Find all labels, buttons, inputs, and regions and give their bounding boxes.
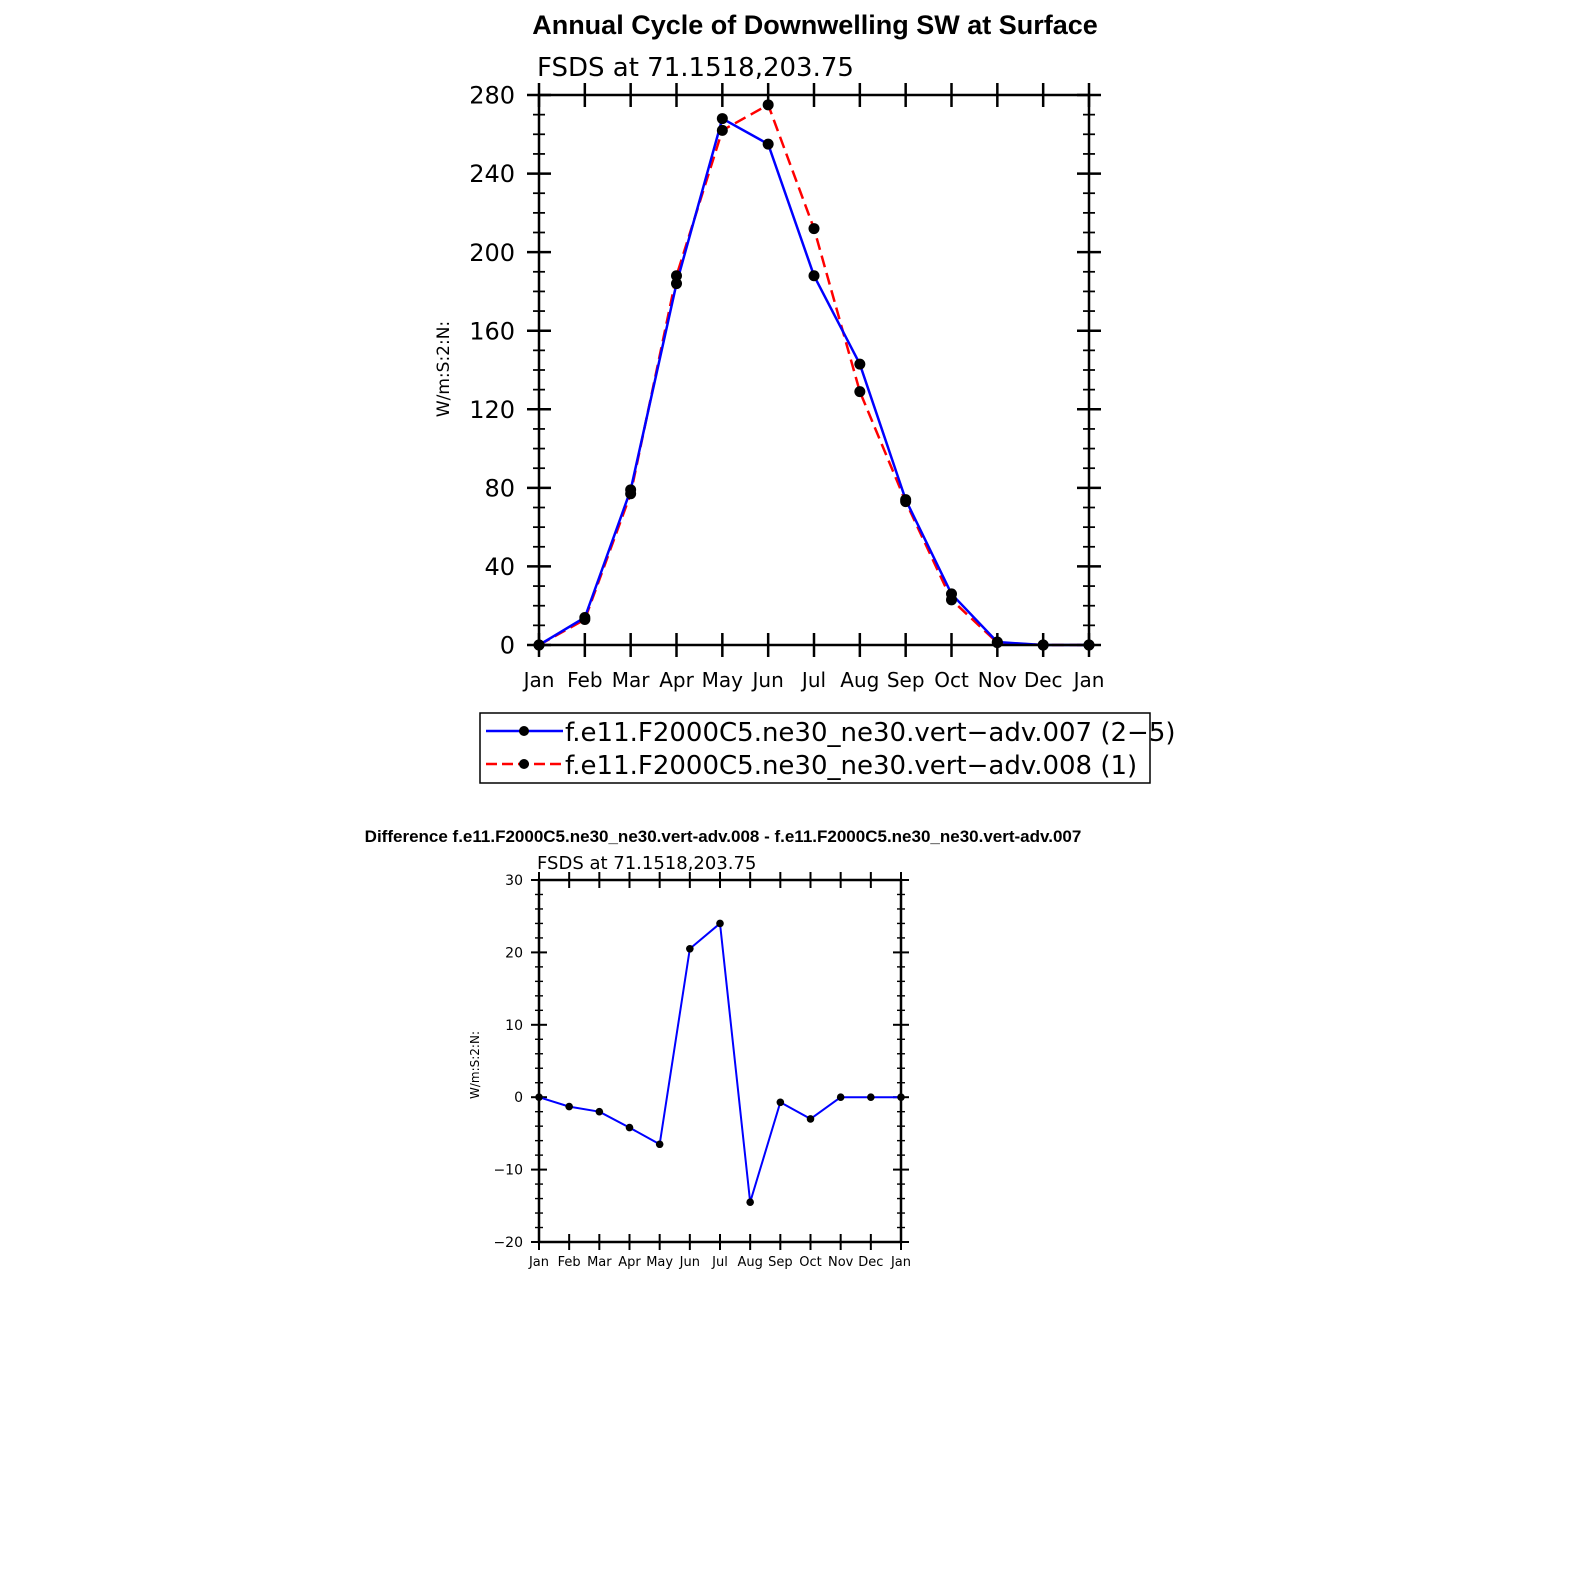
data-point-series-1 xyxy=(579,614,590,625)
data-point-series-0 xyxy=(807,1115,815,1123)
axis-ticks xyxy=(527,83,1101,657)
x-tick-label: Jun xyxy=(679,1255,700,1270)
data-point-series-0 xyxy=(717,113,728,124)
data-point-series-0 xyxy=(656,1140,664,1148)
x-tick-label: Jul xyxy=(712,1255,728,1270)
y-tick-label: 0 xyxy=(514,1090,523,1107)
x-tick-label: Nov xyxy=(977,668,1017,692)
y-tick-label: 80 xyxy=(484,474,515,503)
data-point-series-0 xyxy=(854,359,865,370)
series-line-0 xyxy=(539,119,1089,645)
diff-plot-frame xyxy=(539,880,901,1242)
diff-chart-title: Difference f.e11.F2000C5.ne30_ne30.vert-adv.008 - f.e11.F2000C5.ne30_ne30.vert-adv.007 xyxy=(364,827,1082,846)
legend-marker-series-008 xyxy=(519,759,529,769)
x-tick-labels xyxy=(522,668,1105,692)
legend-entry-series-007 xyxy=(486,718,1176,748)
data-point-series-1 xyxy=(992,637,1003,648)
x-tick-label: Jan xyxy=(890,1255,912,1270)
chart-subtitle: FSDS at 71.1518,203.75 xyxy=(537,53,854,83)
x-tick-label: Jan xyxy=(528,1255,550,1270)
x-tick-label: Jan xyxy=(523,668,555,692)
data-point-series-0 xyxy=(867,1093,875,1101)
data-point-series-0 xyxy=(596,1108,604,1116)
legend-label-series-008: f.e11.F2000C5.ne30_ne30.vert−adv.008 (1) xyxy=(565,751,1138,781)
series-line-0 xyxy=(539,923,901,1202)
y-tick-label: 0 xyxy=(499,631,515,660)
x-tick-label: Mar xyxy=(587,1255,612,1270)
x-tick-label: Jun xyxy=(752,668,784,692)
data-point-series-0 xyxy=(716,920,724,928)
x-tick-label: Feb xyxy=(567,668,603,692)
legend-label-series-007: f.e11.F2000C5.ne30_ne30.vert−adv.007 (2−5) xyxy=(565,718,1176,748)
y-tick-label: 240 xyxy=(469,160,515,189)
x-tick-label: Sep xyxy=(886,668,925,692)
x-tick-label: May xyxy=(701,668,744,692)
y-tick-label: 10 xyxy=(505,1017,523,1034)
data-point-series-0 xyxy=(746,1198,754,1206)
x-tick-label: Sep xyxy=(768,1255,793,1270)
y-tick-label: 20 xyxy=(505,945,523,962)
y-tick-label: 120 xyxy=(469,395,515,424)
y-tick-label: −10 xyxy=(493,1162,523,1179)
diff-y-tick-labels xyxy=(493,873,523,1251)
data-point-series-0 xyxy=(626,1124,634,1132)
y-tick-labels xyxy=(469,82,515,660)
x-tick-label: Apr xyxy=(659,668,694,692)
data-point-series-0 xyxy=(809,270,820,281)
data-point-series-0 xyxy=(763,139,774,150)
series-line-1 xyxy=(539,105,1089,645)
y-tick-label: 280 xyxy=(469,81,515,110)
y-tick-label: 200 xyxy=(469,238,515,267)
data-point-series-0 xyxy=(777,1098,785,1106)
y-axis-label: W/m:S:2:N: xyxy=(434,320,454,418)
diff-y-axis-label: W/m:S:2:N: xyxy=(468,1031,482,1099)
data-point-series-1 xyxy=(946,594,957,605)
legend-marker-series-007 xyxy=(519,726,529,736)
x-tick-label: Jan xyxy=(1073,668,1105,692)
data-point-series-1 xyxy=(717,125,728,136)
data-point-series-1 xyxy=(809,223,820,234)
y-tick-label: 40 xyxy=(484,553,515,582)
x-tick-label: Oct xyxy=(934,668,969,692)
data-point-series-1 xyxy=(671,270,682,281)
x-tick-label: Nov xyxy=(827,1255,854,1270)
data-point-series-0 xyxy=(565,1103,573,1111)
legend-entry-series-008 xyxy=(486,751,1137,781)
data-point-series-0 xyxy=(837,1093,845,1101)
diff-chart-subtitle: FSDS at 71.1518,203.75 xyxy=(537,853,757,874)
x-tick-label: Mar xyxy=(611,668,650,692)
series-lines xyxy=(539,105,1089,645)
y-tick-label: 160 xyxy=(469,317,515,346)
data-point-series-0 xyxy=(686,945,694,953)
y-tick-label: −20 xyxy=(493,1235,523,1252)
diff-series-lines xyxy=(539,923,901,1202)
data-point-series-1 xyxy=(625,488,636,499)
chart-title: Annual Cycle of Downwelling SW at Surface xyxy=(532,10,1098,40)
legend xyxy=(480,713,1176,783)
x-tick-label: Aug xyxy=(737,1255,763,1270)
x-tick-label: Oct xyxy=(799,1255,822,1270)
series-markers xyxy=(534,99,1095,650)
x-tick-label: Aug xyxy=(840,668,880,692)
diff-x-tick-labels xyxy=(528,1255,911,1270)
x-tick-label: Apr xyxy=(618,1255,641,1270)
plot-frame xyxy=(539,95,1089,645)
data-point-series-1 xyxy=(763,99,774,110)
difference-chart xyxy=(365,827,1082,1270)
x-tick-label: Jul xyxy=(801,668,827,692)
x-tick-label: Dec xyxy=(1023,668,1063,692)
data-point-series-1 xyxy=(900,496,911,507)
annual-cycle-chart xyxy=(434,10,1104,692)
diff-series-markers xyxy=(535,920,905,1206)
x-tick-label: May xyxy=(646,1255,674,1270)
x-tick-label: Feb xyxy=(557,1255,581,1270)
x-tick-label: Dec xyxy=(858,1255,884,1270)
data-point-series-1 xyxy=(854,386,865,397)
y-tick-label: 30 xyxy=(505,873,523,890)
